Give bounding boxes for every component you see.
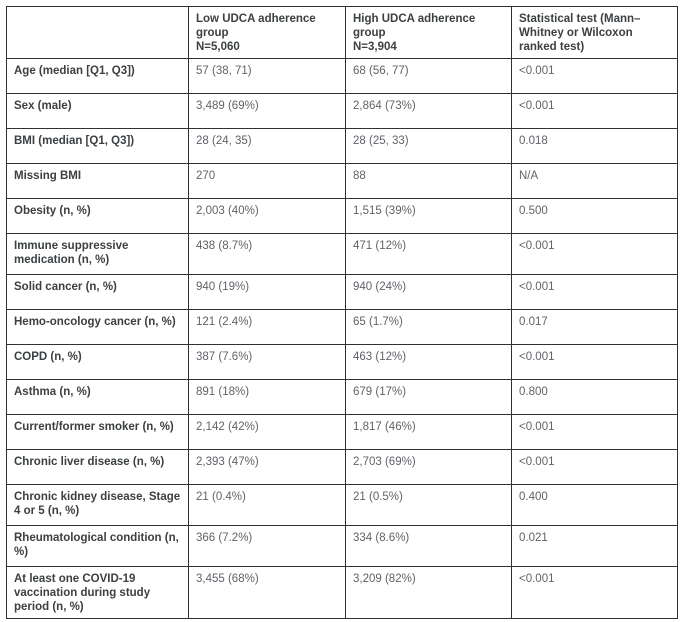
p-value: 0.400 [512, 485, 678, 526]
high-group-value: 21 (0.5%) [346, 485, 512, 526]
p-value: <0.001 [512, 415, 678, 450]
high-group-value: 940 (24%) [346, 275, 512, 310]
high-group-value: 3,209 (82%) [346, 567, 512, 619]
table-row-chronic-kidney [7, 485, 678, 526]
p-value: <0.001 [512, 59, 678, 94]
table-row-rheumatological [7, 526, 678, 567]
p-value: <0.001 [512, 450, 678, 485]
high-group-value: 65 (1.7%) [346, 310, 512, 345]
row-label: At least one COVID-19 vaccination during study period (n, %) [7, 567, 189, 619]
high-group-value: 334 (8.6%) [346, 526, 512, 567]
low-group-value: 3,489 (69%) [189, 94, 346, 129]
header-low-udca-group [189, 7, 346, 59]
low-group-value: 3,455 (68%) [189, 567, 346, 619]
low-group-value: 28 (24, 35) [189, 129, 346, 164]
high-group-value: 463 (12%) [346, 345, 512, 380]
low-group-value: 270 [189, 164, 346, 199]
low-group-value: 2,003 (40%) [189, 199, 346, 234]
table-row-bmi [7, 129, 678, 164]
table-row-obesity [7, 199, 678, 234]
table-row-covid-vaccination [7, 567, 678, 619]
low-group-value: 57 (38, 71) [189, 59, 346, 94]
low-group-value: 940 (19%) [189, 275, 346, 310]
high-group-value: 1,817 (46%) [346, 415, 512, 450]
header-statistical-test [512, 7, 678, 59]
table-row-solid-cancer [7, 275, 678, 310]
table-row-sex [7, 94, 678, 129]
row-label: Sex (male) [7, 94, 189, 129]
high-group-value: 68 (56, 77) [346, 59, 512, 94]
row-label: Rheumatological condition (n, %) [7, 526, 189, 567]
table-row-copd [7, 345, 678, 380]
header-high-udca-label: High UDCA adherence group [353, 13, 476, 39]
high-group-value: 28 (25, 33) [346, 129, 512, 164]
low-group-value: 366 (7.2%) [189, 526, 346, 567]
header-low-udca-n: N=5,060 [196, 41, 240, 53]
header-row [7, 7, 678, 59]
low-group-value: 438 (8.7%) [189, 234, 346, 275]
table-row-missing-bmi [7, 164, 678, 199]
header-corner-cell [7, 7, 189, 59]
high-group-value: 2,864 (73%) [346, 94, 512, 129]
row-label: COPD (n, %) [7, 345, 189, 380]
table-row-asthma [7, 380, 678, 415]
high-group-value: 2,703 (69%) [346, 450, 512, 485]
p-value: 0.018 [512, 129, 678, 164]
row-label: Age (median [Q1, Q3]) [7, 59, 189, 94]
high-group-value: 88 [346, 164, 512, 199]
p-value: N/A [512, 164, 678, 199]
table-row-smoker [7, 415, 678, 450]
low-group-value: 2,393 (47%) [189, 450, 346, 485]
row-label: Chronic kidney disease, Stage 4 or 5 (n, %) [7, 485, 189, 526]
low-group-value: 2,142 (42%) [189, 415, 346, 450]
header-low-udca-label: Low UDCA adherence group [196, 13, 316, 39]
p-value: 0.017 [512, 310, 678, 345]
p-value: <0.001 [512, 275, 678, 310]
high-group-value: 1,515 (39%) [346, 199, 512, 234]
table-row-hemo-oncology [7, 310, 678, 345]
row-label: Chronic liver disease (n, %) [7, 450, 189, 485]
row-label: Solid cancer (n, %) [7, 275, 189, 310]
p-value: 0.021 [512, 526, 678, 567]
row-label: Asthma (n, %) [7, 380, 189, 415]
low-group-value: 121 (2.4%) [189, 310, 346, 345]
p-value: 0.500 [512, 199, 678, 234]
row-label: Missing BMI [7, 164, 189, 199]
table-row-age [7, 59, 678, 94]
p-value: <0.001 [512, 234, 678, 275]
low-group-value: 21 (0.4%) [189, 485, 346, 526]
p-value: <0.001 [512, 345, 678, 380]
p-value: <0.001 [512, 94, 678, 129]
p-value: 0.800 [512, 380, 678, 415]
header-statistical-test-label: Statistical test (Mann–Whitney or Wilcoxon ranked test) [519, 13, 641, 53]
high-group-value: 679 (17%) [346, 380, 512, 415]
row-label: Current/former smoker (n, %) [7, 415, 189, 450]
row-label: Hemo-oncology cancer (n, %) [7, 310, 189, 345]
row-label: BMI (median [Q1, Q3]) [7, 129, 189, 164]
row-label: Immune suppressive medication (n, %) [7, 234, 189, 275]
header-high-udca-group [346, 7, 512, 59]
table-row-immune-suppressive [7, 234, 678, 275]
p-value: <0.001 [512, 567, 678, 619]
high-group-value: 471 (12%) [346, 234, 512, 275]
header-high-udca-n: N=3,904 [353, 41, 397, 53]
baseline-characteristics-table [6, 6, 678, 619]
low-group-value: 891 (18%) [189, 380, 346, 415]
low-group-value: 387 (7.6%) [189, 345, 346, 380]
row-label: Obesity (n, %) [7, 199, 189, 234]
table-row-chronic-liver [7, 450, 678, 485]
